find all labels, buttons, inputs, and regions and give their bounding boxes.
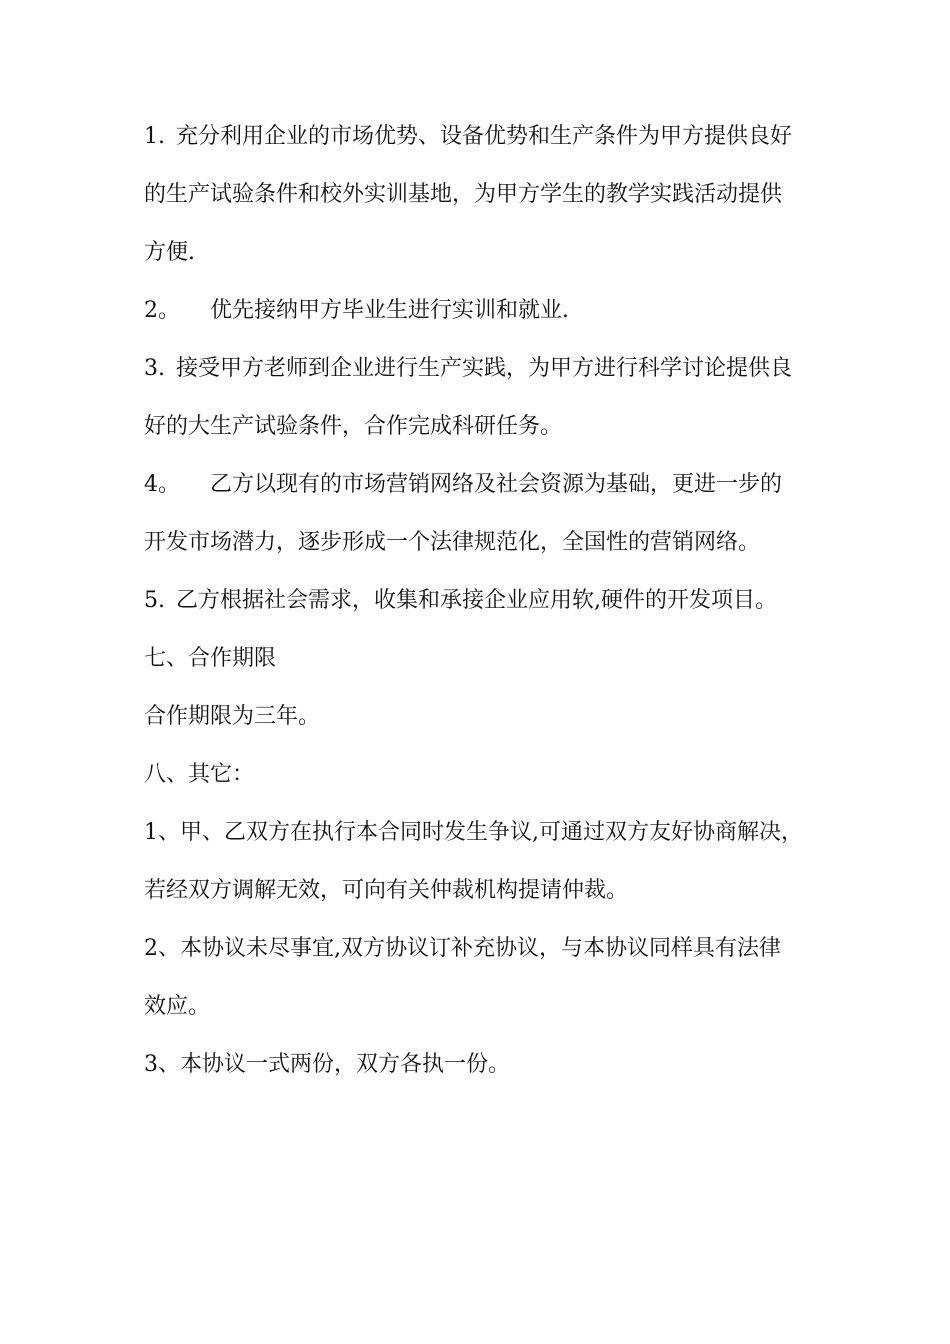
item-1 (144, 122, 824, 267)
section-7-title: 七、合作期限 (144, 646, 277, 671)
item-3-text-1: 接受甲方老师到企业进行生产实践，为甲方进行科学讨论提供良 (176, 356, 793, 381)
section-7-body (144, 702, 824, 731)
section-8-clause-1 (144, 818, 824, 905)
section-8-heading (144, 760, 824, 789)
item-1-text-1: 充分利用企业的市场优势、设备优势和生产条件为甲方提供良好 (176, 124, 793, 149)
item-2-line-1 (144, 296, 824, 325)
clause-2-line-1: 2、本协议未尽事宜,双方协议订补充协议，与本协议同样具有法律 (144, 936, 781, 961)
clause-2-line-2: 效应。 (144, 994, 211, 1019)
item-2 (144, 296, 824, 325)
item-2-text-1: 优先接纳甲方毕业生进行实训和就业. (210, 298, 569, 323)
item-1-number: 1. (144, 124, 165, 149)
item-5-text-1: 乙方根据社会需求，收集和承接企业应用软,硬件的开发项目。 (176, 588, 777, 613)
section-8-title: 八、其它： (144, 762, 255, 787)
item-5-number: 5. (144, 588, 165, 613)
item-4-number: 4。 (144, 472, 180, 497)
document-body (144, 122, 824, 1108)
item-1-line-3: 方便. (144, 240, 195, 265)
item-3-line-2: 好的大生产试验条件，合作完成科研任务。 (144, 414, 563, 439)
section-7-text: 合作期限为三年。 (144, 704, 321, 729)
item-5-line-1 (144, 586, 824, 615)
item-1-line-2: 的生产试验条件和校外实训基地，为甲方学生的教学实践活动提供 (144, 182, 783, 207)
item-4 (144, 470, 824, 557)
item-4-text-1: 乙方以现有的市场营销网络及社会资源为基础，更进一步的 (210, 472, 783, 497)
item-5 (144, 586, 824, 615)
clause-1-line-1: 1、甲、乙双方在执行本合同时发生争议,可通过双方友好协商解决， (144, 820, 803, 845)
item-3 (144, 354, 824, 441)
item-1-line-1 (144, 122, 824, 151)
section-8-clause-2 (144, 934, 824, 1021)
clause-3-line-1: 3、本协议一式两份，双方各执一份。 (144, 1052, 510, 1077)
section-8-clause-3 (144, 1050, 824, 1079)
section-7-heading (144, 644, 824, 673)
item-4-line-1 (144, 470, 824, 499)
item-3-line-1 (144, 354, 824, 383)
item-2-number: 2。 (144, 298, 180, 323)
item-3-number: 3. (144, 356, 165, 381)
clause-1-line-2: 若经双方调解无效，可向有关仲裁机构提请仲裁。 (144, 878, 629, 903)
item-4-line-2: 开发市场潜力，逐步形成一个法律规范化，全国性的营销网络。 (144, 530, 761, 555)
